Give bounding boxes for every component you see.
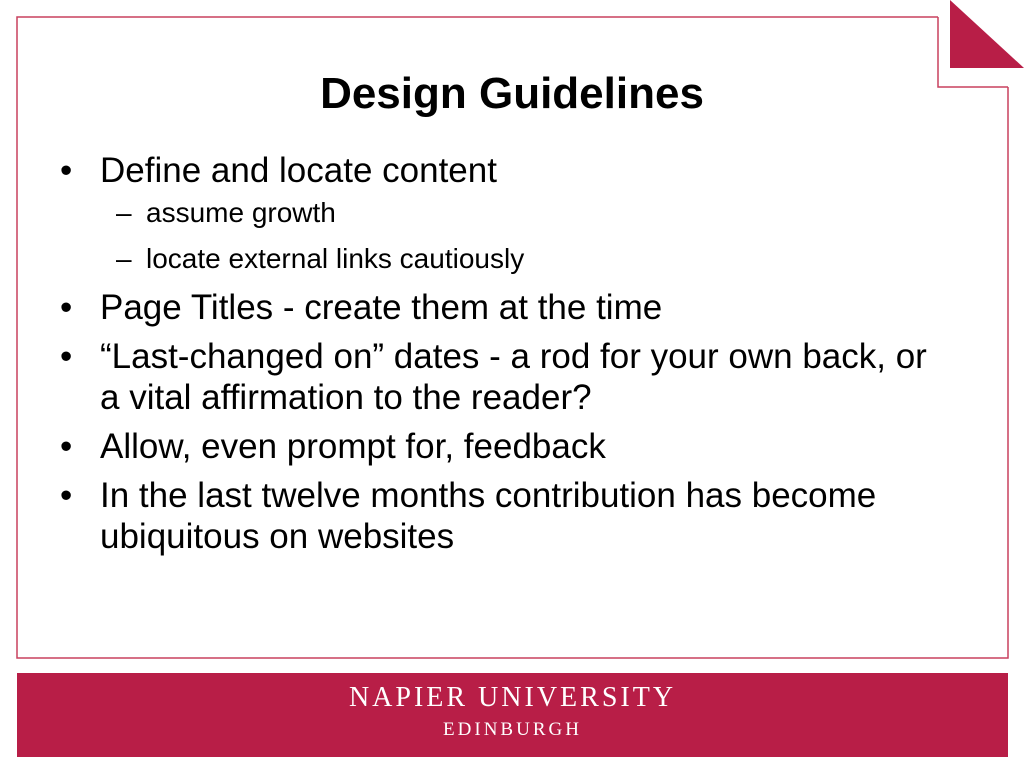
bullet-item: [60, 150, 940, 277]
bullet-item: [60, 287, 940, 328]
sub-bullet-item: [100, 241, 940, 277]
bullet-icon: •: [60, 288, 73, 327]
bullet-text: In the last twelve months contribution has become ubiquitous on websites: [100, 476, 877, 556]
bullet-text: “Last-changed on” dates - a rod for your own back, or a vital affirmation to the reader?: [100, 337, 927, 417]
bullet-icon: •: [60, 337, 73, 376]
bullet-icon: •: [60, 427, 73, 466]
dash-icon: –: [116, 243, 132, 274]
bullet-icon: •: [60, 151, 73, 190]
footer-banner: [17, 673, 1008, 757]
dash-icon: –: [116, 197, 132, 228]
bullet-item: [60, 426, 940, 467]
bullet-text: Allow, even prompt for, feedback: [100, 427, 606, 466]
bullet-icon: •: [60, 476, 73, 515]
folded-corner-icon: [950, 0, 1024, 68]
university-city: EDINBURGH: [443, 719, 582, 740]
bullet-item: [60, 336, 940, 418]
sub-bullet-list: [100, 195, 940, 277]
sub-bullet-item: [100, 195, 940, 231]
sub-bullet-text: locate external links cautiously: [146, 243, 525, 274]
bullet-list: [60, 150, 940, 565]
bullet-text: Define and locate content: [100, 151, 497, 190]
bullet-text: Page Titles - create them at the time: [100, 288, 663, 327]
page-title: Design Guidelines: [320, 69, 704, 118]
sub-bullet-text: assume growth: [146, 197, 336, 228]
bullet-item: [60, 475, 940, 557]
university-name: NAPIER UNIVERSITY: [348, 682, 677, 713]
